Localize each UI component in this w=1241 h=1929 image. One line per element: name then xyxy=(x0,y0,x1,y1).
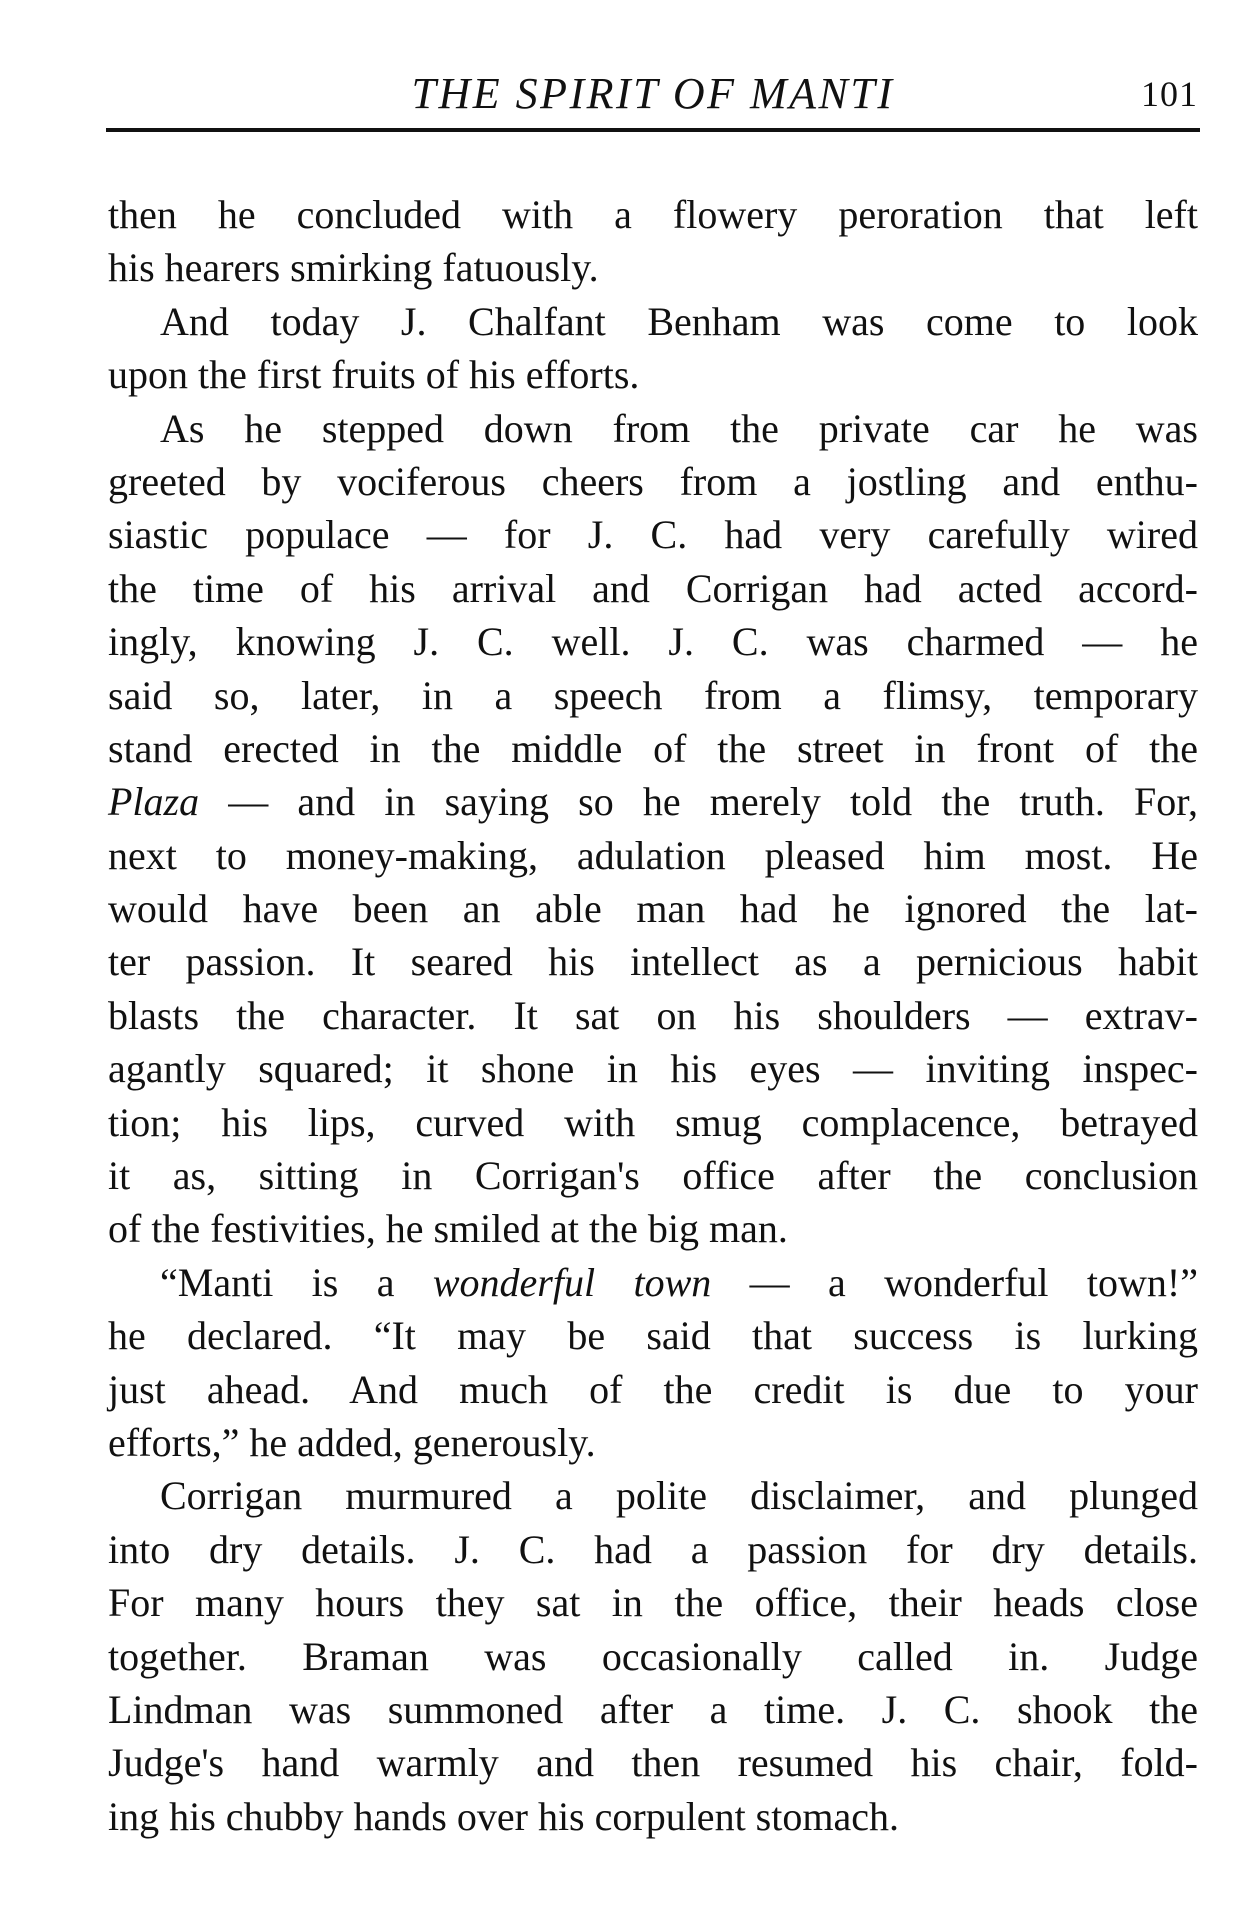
text-line: As he stepped down from the private car he was xyxy=(160,405,1198,451)
text-line: Plaza — and in saying so he merely told the truth. For, xyxy=(108,779,1198,825)
text-line: efforts,” he added, generously. xyxy=(108,1419,596,1465)
text-line: ing his chubby hands over his corpulent stomach. xyxy=(108,1793,899,1839)
text-line: his hearers smirking fatuously. xyxy=(108,245,599,291)
text-line: For many hours they sat in the office, their heads close xyxy=(108,1580,1198,1626)
text-line: “Manti is a wonderful town — a wonderful town!” xyxy=(160,1259,1198,1305)
text-line: it as, sitting in Corrigan's office after the conclusion xyxy=(108,1153,1198,1199)
text-line: of the festivities, he smiled at the big man. xyxy=(108,1206,788,1252)
text-line: Lindman was summoned after a time. J. C. shook the xyxy=(108,1686,1198,1732)
text-line: he declared. “It may be said that success is lurking xyxy=(108,1313,1198,1359)
page-number: 101 xyxy=(1141,74,1198,114)
text-line: said so, later, in a speech from a flimsy, temporary xyxy=(108,672,1198,718)
italic-word: Plaza xyxy=(108,779,200,825)
text-line: tion; his lips, curved with smug complacence, betrayed xyxy=(108,1099,1198,1145)
text-line: Corrigan murmured a polite disclaimer, and plunged xyxy=(160,1473,1198,1519)
running-head xyxy=(108,66,1198,122)
text-line: next to money-making, adulation pleased him most. He xyxy=(108,832,1198,878)
text-line: greeted by vociferous cheers from a jostling and enthu- xyxy=(108,458,1198,504)
text-line: siastic populace — for J. C. had very carefully wired xyxy=(108,512,1198,558)
text-line: ingly, knowing J. C. well. J. C. was charmed — he xyxy=(108,619,1198,665)
text-line: stand erected in the middle of the street in front of the xyxy=(108,725,1198,771)
body-text xyxy=(108,188,1198,1843)
text-line: Judge's hand warmly and then resumed his chair, fold- xyxy=(108,1740,1198,1786)
text-line: agantly squared; it shone in his eyes — inviting inspec- xyxy=(108,1046,1198,1092)
header-rule xyxy=(106,128,1200,132)
text-line: the time of his arrival and Corrigan had acted accord- xyxy=(108,565,1198,611)
text-line: together. Braman was occasionally called in. Judge xyxy=(108,1633,1198,1679)
text-line: upon the first fruits of his efforts. xyxy=(108,352,640,398)
text-line: would have been an able man had he ignored the lat- xyxy=(108,886,1198,932)
text-line: just ahead. And much of the credit is due to your xyxy=(108,1366,1198,1412)
text-line: ter passion. It seared his intellect as a pernicious habit xyxy=(108,939,1198,985)
text-line: then he concluded with a flowery peroration that left xyxy=(108,192,1198,237)
italic-word: wonderful town xyxy=(432,1259,712,1305)
running-title: THE SPIRIT OF MANTI xyxy=(411,69,895,118)
text-line: blasts the character. It sat on his shoulders — extrav- xyxy=(108,992,1198,1038)
text-line: And today J. Chalfant Benham was come to look xyxy=(160,298,1198,344)
text-line: into dry details. J. C. had a passion for dry details. xyxy=(108,1526,1198,1572)
